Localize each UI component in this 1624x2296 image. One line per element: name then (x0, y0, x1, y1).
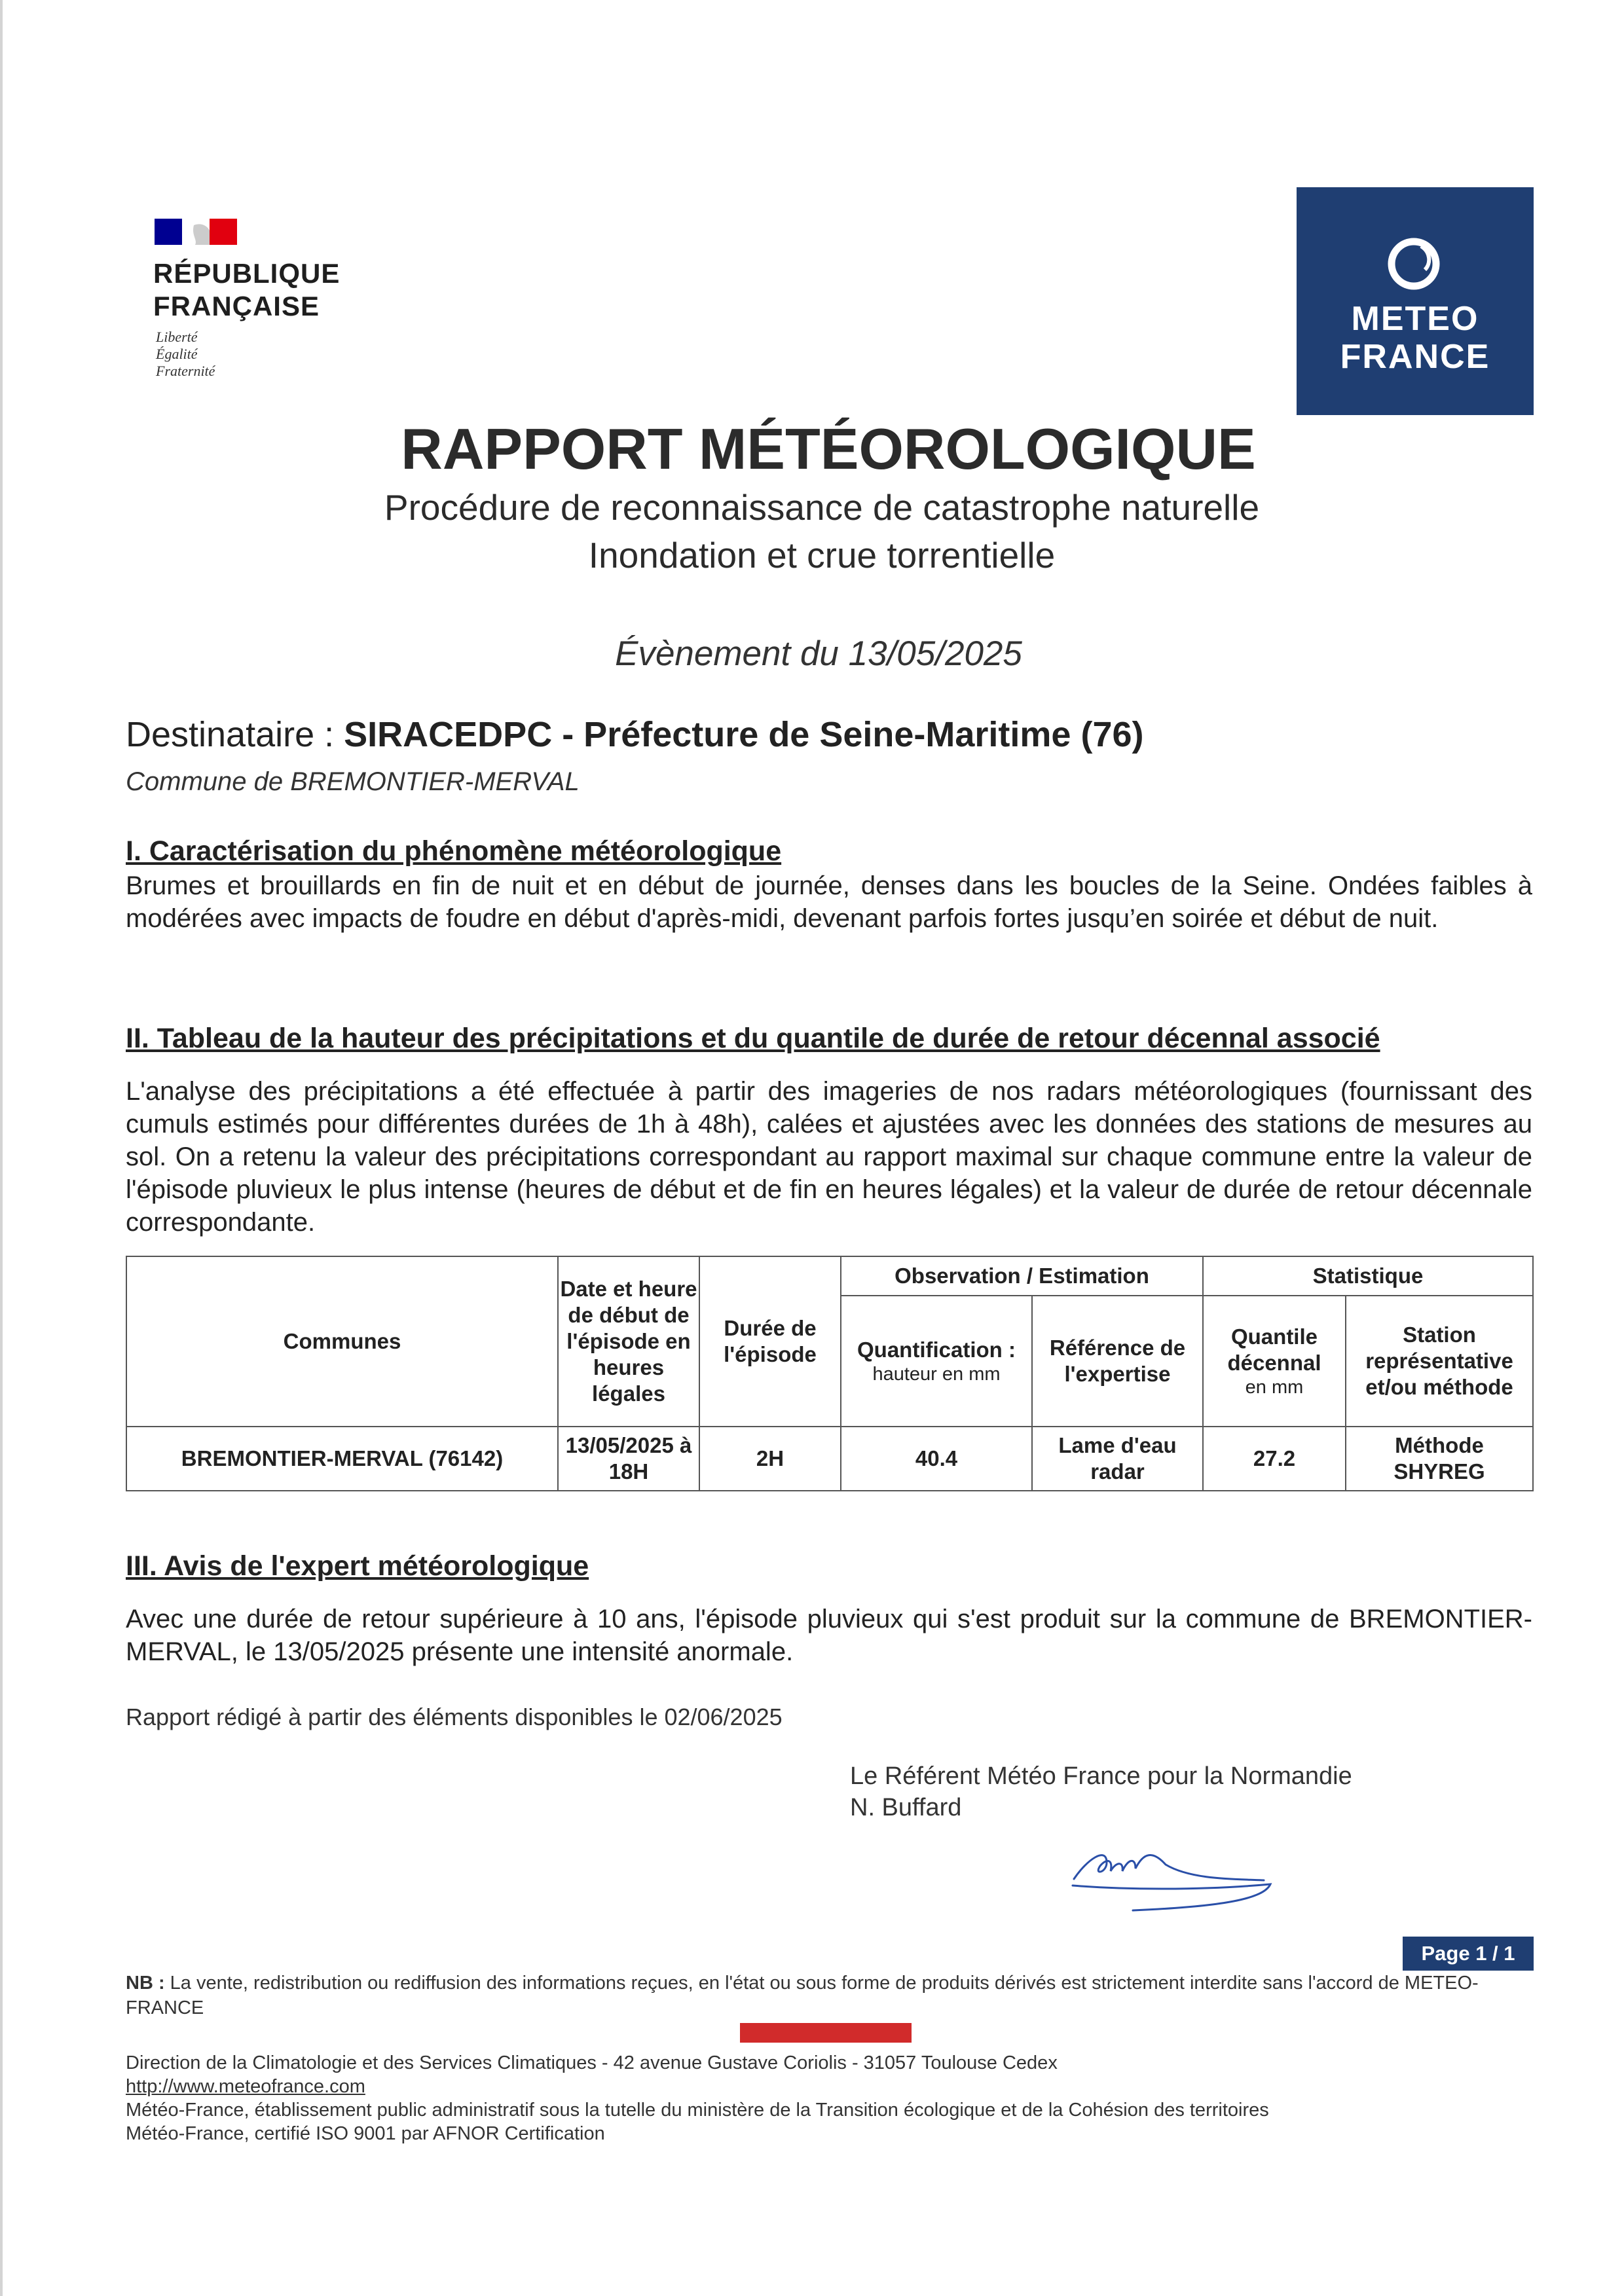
meteo-france-logo-text (1297, 300, 1534, 376)
meteo-france-emblem-icon (1384, 234, 1443, 293)
cell-date: 13/05/2025 à 18H (558, 1427, 699, 1491)
cell-duree: 2H (699, 1427, 841, 1491)
precipitation-table (126, 1256, 1534, 1491)
marianne-flag-logo (155, 216, 237, 247)
handwritten-signature (1067, 1833, 1277, 1938)
footer-address: Direction de la Climatologie et des Services Climatiques - 42 avenue Gustave Coriolis - 31057 Toulouse Cedex (126, 2052, 1058, 2073)
motto-liberte: Liberté (156, 329, 198, 345)
cell-station: Méthode SHYREG (1346, 1427, 1533, 1491)
mf-logo-line2: FRANCE (1340, 338, 1490, 376)
group-observation: Observation / Estimation (841, 1256, 1203, 1296)
cell-quantification: 40.4 (841, 1427, 1032, 1491)
mf-logo-line1: METEO (1351, 300, 1479, 338)
col-quantile-label: Quantile décennal (1227, 1324, 1321, 1375)
col-station: Station représentative et/ou méthode (1346, 1296, 1533, 1427)
section1-text: Brumes et brouillards en fin de nuit et en début de journée, denses dans les boucles de la Seine. Ondées faibles à modérées avec impacts de foudre en début d'après-midi, devenant parfois fortes jusqu’en soirée et début de nuit. (126, 871, 1532, 933)
col-duree: Durée de l'épisode (699, 1256, 841, 1427)
section3-heading: III. Avis de l'expert météorologique (126, 1550, 589, 1582)
scan-edge (0, 0, 3, 2296)
table-row (126, 1427, 1533, 1491)
col-communes: Communes (126, 1256, 558, 1427)
report-subtitle-1: Procédure de reconnaissance de catastrophe naturelle (384, 487, 1260, 528)
page-number-badge: Page 1 / 1 (1403, 1937, 1534, 1971)
event-date: Évènement du 13/05/2025 (615, 634, 1022, 673)
group-statistique: Statistique (1203, 1256, 1533, 1296)
meteo-france-logo (1297, 187, 1534, 415)
col-date: Date et heure de début de l'épisode en heures légales (558, 1256, 699, 1427)
col-quantification (841, 1296, 1032, 1427)
footer-status: Météo-France, établissement public administratif sous la tutelle du ministère de la Transition écologique et de la Cohésion des territoires (126, 2100, 1269, 2121)
cell-quantile: 27.2 (1203, 1427, 1346, 1491)
report-subtitle-2: Inondation et crue torrentielle (588, 535, 1056, 575)
section2-heading: II. Tableau de la hauteur des précipitations et du quantile de durée de retour décennal associé (126, 1023, 1380, 1054)
commune-name: Commune de BREMONTIER-MERVAL (126, 767, 580, 796)
nb-disclaimer (126, 1971, 1534, 2020)
col-quantile (1203, 1296, 1346, 1427)
report-date: Rapport rédigé à partir des éléments disponibles le 02/06/2025 (126, 1704, 783, 1730)
cell-commune: BREMONTIER-MERVAL (76142) (126, 1427, 558, 1491)
signer-name: N. Buffard (850, 1794, 962, 1821)
footer-website-link[interactable]: http://www.meteofrance.com (126, 2076, 365, 2097)
republique-francaise-name (153, 257, 340, 323)
section2-text: L'analyse des précipitations a été effectuée à partir des imageries de nos radars météorologiques (fournissant des cumuls estimés pour différentes durées de 1h à 48h), calées et ajustées avec les données des stations de mesures au sol. On a retenu la valeur des précipitations correspondant au rapport maximal sur chaque commune entre la valeur de l'épisode pluvieux le plus intense (heures de début et de fin en heures légales) et la valeur de durée de retour décennale correspondante. (126, 1077, 1532, 1237)
nb-label: NB : (126, 1973, 165, 1994)
nb-text: La vente, redistribution ou rediffusion des informations reçues, en l'état ou sous forme de produits dérivés est strictement interdite sans l'accord de METEO-FRANCE (126, 1973, 1479, 2018)
rf-name-line2: FRANÇAISE (153, 291, 320, 321)
signer-block (850, 1760, 1352, 1823)
motto-egalite: Égalité (156, 346, 198, 362)
signer-role: Le Référent Météo France pour la Normandie (850, 1762, 1352, 1790)
report-title: RAPPORT MÉTÉOROLOGIQUE (401, 416, 1256, 481)
section1-heading: I. Caractérisation du phénomène météorologique (126, 835, 782, 867)
col-quantile-unit: en mm (1245, 1377, 1304, 1398)
footer-certification: Météo-France, certifié ISO 9001 par AFNOR Certification (126, 2123, 605, 2144)
recipient-label: Destinataire : (126, 715, 344, 754)
footer (126, 2051, 1534, 2145)
col-quantification-unit: hauteur en mm (872, 1364, 1001, 1385)
recipient-line (126, 712, 1143, 757)
cell-reference: Lame d'eau radar (1032, 1427, 1203, 1491)
rf-name-line1: RÉPUBLIQUE (153, 258, 341, 289)
col-reference: Référence de l'expertise (1032, 1296, 1203, 1427)
footer-red-bar (740, 2023, 912, 2043)
col-quantification-label: Quantification : (857, 1338, 1016, 1362)
section3-text: Avec une durée de retour supérieure à 10 ans, l'épisode pluvieux qui s'est produit sur la commune de BREMONTIER-MERVAL, le 13/05/2025 présente une intensité anormale. (126, 1605, 1532, 1666)
recipient-value: SIRACEDPC - Préfecture de Seine-Maritime (76) (344, 715, 1144, 754)
republique-motto (156, 329, 215, 380)
motto-fraternite: Fraternité (156, 363, 215, 379)
